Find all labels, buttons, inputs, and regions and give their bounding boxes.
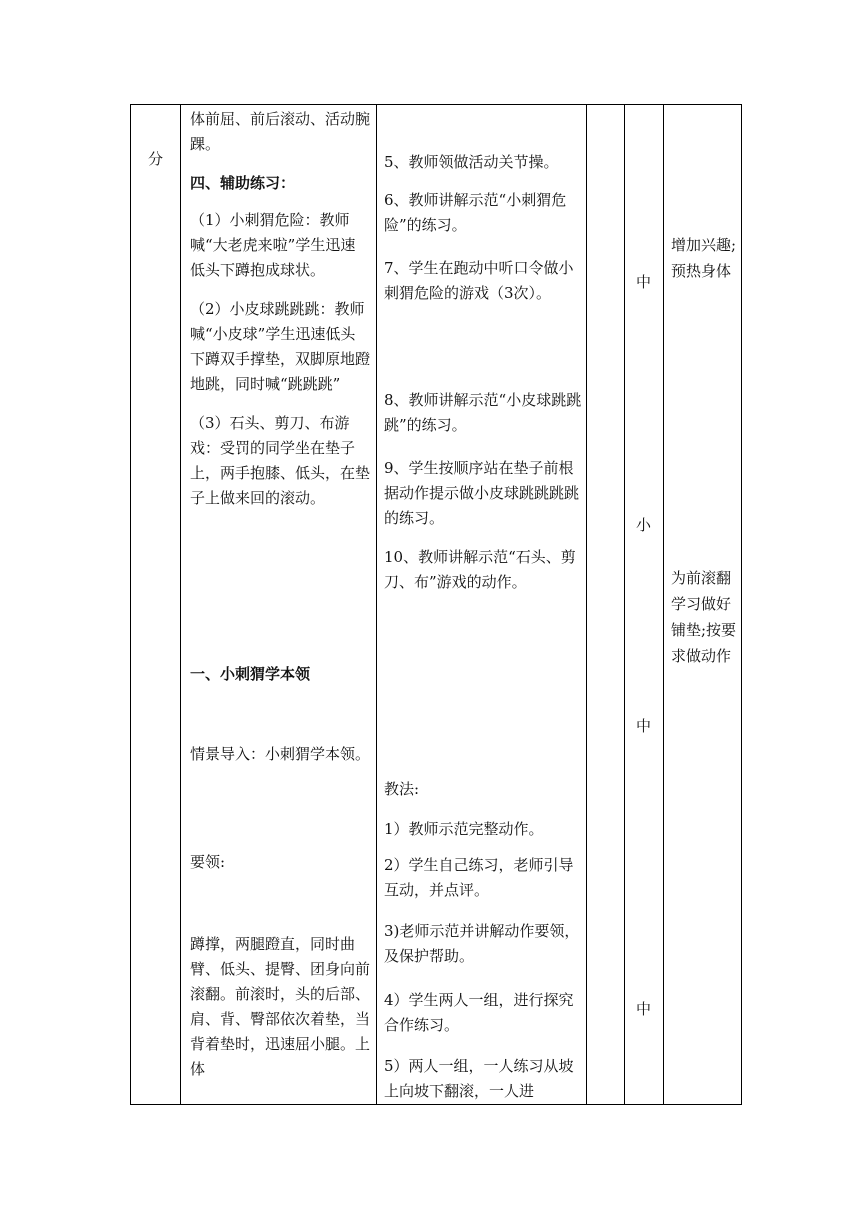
method-step: 5）两人一组，一人练习从坡上向坡下翻滚，一人进	[384, 1057, 574, 1100]
method-step: 8、教师讲解示范“小皮球跳跳跳”的练习。	[384, 391, 582, 434]
column-divider-3	[586, 104, 587, 1105]
content-paragraph: （2）小皮球跳跳跳：教师喊“小皮球”学生迅速低头下蹲双手撑垫，双脚原地蹬地跳，同时喊“跳跳跳”	[190, 300, 371, 393]
content-cell	[190, 107, 370, 525]
column-divider-4	[624, 104, 625, 1105]
time-cell	[131, 147, 180, 172]
section-heading: 一、小刺猬学本领	[190, 665, 311, 683]
column-divider-5	[663, 104, 664, 1105]
content-paragraph: （3）石头、剪刀、布游戏：受罚的同学坐在垫子上，两手抱膝、低头，在垫子上做来回的滚动。	[190, 414, 371, 507]
content-paragraph: 蹲撑，两腿蹬直，同时曲臂、低头、提臀、团身向前滚翻。前滚时，头的后部、肩、背、臀部依次着垫，当背着垫时，迅速屈小腿。上体	[190, 935, 371, 1078]
column-divider-2	[376, 104, 377, 1105]
method-step: 5、教师领做活动关节操。	[384, 153, 559, 171]
method-title: 教法:	[384, 780, 420, 798]
content-paragraph: 体前屈、前后滚动、活动腕踝。	[190, 110, 371, 153]
method-step: 1）教师示范完整动作。	[384, 820, 544, 838]
method-step: 9、学生按顺序站在垫子前根据动作提示做小皮球跳跳跳跳的练习。	[384, 459, 580, 527]
table-right-border	[741, 104, 742, 1105]
table-left-border	[130, 104, 131, 1105]
method-step: 4）学生两人一组，进行探究合作练习。	[384, 991, 574, 1034]
method-step: 3)老师示范并讲解动作要领，及保护帮助。	[384, 922, 580, 965]
intensity-label: 中	[635, 273, 651, 291]
table-top-border	[130, 104, 742, 105]
method-step: 2）学生自己练习，老师引导互动，并点评。	[384, 856, 574, 899]
section-heading: 四、辅助练习：	[190, 174, 296, 192]
note-text: 为前滚翻学习做好铺垫;按要求做动作	[671, 569, 737, 665]
method-step: 6、教师讲解示范“小刺猬危险”的练习。	[384, 191, 567, 234]
intensity-label: 小	[635, 516, 651, 534]
content-paragraph: 情景导入：小刺猬学本领。	[190, 745, 371, 763]
table-bottom-border	[130, 1104, 742, 1105]
content-paragraph: （1）小刺猬危险：教师喊“大老虎来啦”学生迅速低头下蹲抱成球状。	[190, 211, 356, 279]
method-step: 10、教师讲解示范“石头、剪刀、布”游戏的动作。	[384, 548, 576, 591]
intensity-label: 中	[635, 717, 651, 735]
method-step: 7、学生在跑动中听口令做小刺猬危险的游戏（3次）。	[384, 259, 574, 302]
column-divider-1	[180, 104, 181, 1105]
content-paragraph: 要领:	[190, 853, 226, 871]
note-text: 增加兴趣;预热身体	[671, 236, 737, 280]
time-text: 分	[147, 150, 163, 168]
intensity-label: 中	[635, 1000, 651, 1018]
